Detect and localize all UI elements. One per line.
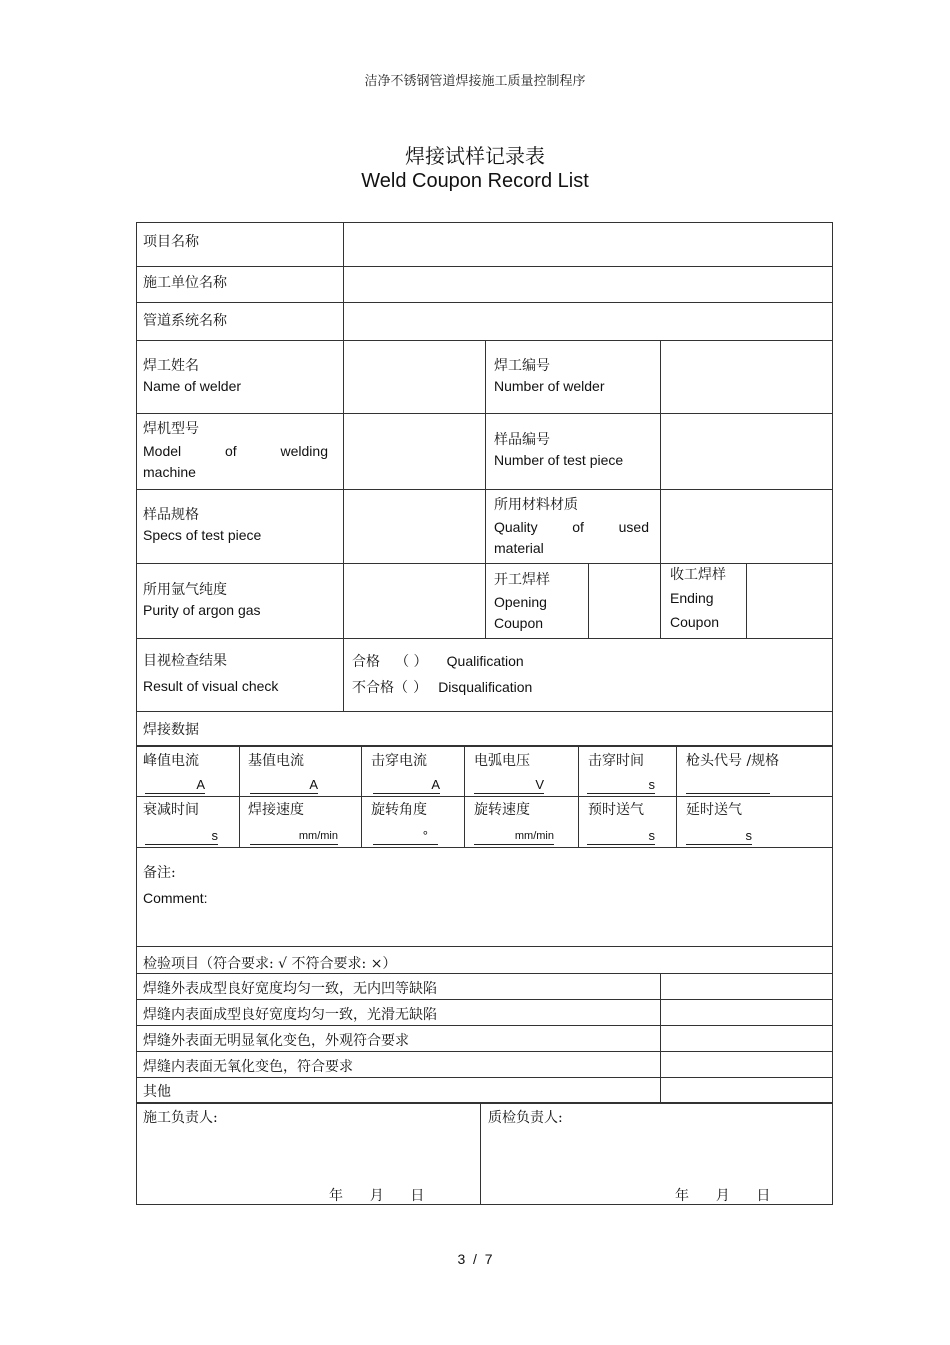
arc-voltage-field[interactable]: V [474,777,544,794]
label-machine-model-en [143,441,328,461]
machine-model-field[interactable] [344,414,485,489]
label-opening-coupon-cn: 开工焊样 [494,572,550,588]
inspection-check-cell[interactable] [661,1078,832,1102]
contractor-name-field[interactable] [344,267,832,302]
label-breakdown-time: 击穿时间 [588,753,644,769]
label-opening-coupon [494,570,550,633]
torch-code-field[interactable] [686,777,770,794]
hline [136,711,833,712]
label-piece-number-en: Number of test piece [494,452,624,469]
peak-current-field[interactable]: A [145,777,205,794]
label-visual-check [143,651,278,697]
label-peak-current: 峰值电流 [143,753,199,769]
label-arc-voltage: 电弧电压 [474,753,530,769]
comment-label [143,863,208,909]
label-material-cn: 所用材料材质 [494,497,578,513]
inspection-check-cell[interactable] [661,1000,832,1025]
construction-lead-signature-field[interactable] [137,1130,480,1180]
label-welder-number-en: Number of welder [494,378,605,395]
label-material [494,495,649,558]
label-torch-code: 枪头代号 /规格 [686,753,780,769]
inspection-check-cell[interactable] [661,1026,832,1051]
vline [676,746,677,848]
opening-coupon-field[interactable] [589,564,660,638]
label-specs [143,505,261,546]
decay-time-field[interactable]: s [145,828,218,845]
vline [464,746,465,848]
label-ending-coupon-en-2: Coupon [670,613,720,630]
specs-field[interactable] [344,490,485,563]
label-pre-flow: 预时送气 [588,802,644,818]
base-current-field[interactable]: A [250,777,318,794]
comment-label-en: Comment: [143,890,208,907]
label-piece-number [494,430,623,471]
label-opening-coupon-en-1: Opening [494,594,547,611]
hline [136,745,833,747]
vline [578,746,579,848]
post-flow-field[interactable]: s [686,828,752,845]
label-piece-number-cn: 样品编号 [494,432,550,448]
word: welding [280,443,328,460]
inspection-item: 其他 [143,1084,171,1100]
label-piping-system-name: 管道系统名称 [143,313,227,329]
inspection-item: 焊缝外表成型良好宽度均匀一致，无内凹等缺陷 [143,981,437,997]
qualification-cn: 合格 [352,654,380,670]
word: Model [143,443,182,460]
inspection-check-cell[interactable] [661,1052,832,1077]
word: Quality [494,519,538,536]
label-material-en-tail: material [494,539,544,556]
vline [361,746,362,848]
page-title-en: Weld Coupon Record List [361,170,589,192]
vline [485,340,486,639]
table-border-right [832,222,833,1205]
qc-lead-signature-field[interactable] [481,1130,832,1180]
welder-name-field[interactable] [344,341,485,413]
word: used [618,519,649,536]
label-contractor-name: 施工单位名称 [143,275,227,291]
label-project-name: 项目名称 [143,234,199,250]
page-number: 3 / 7 [457,1251,493,1267]
label-argon-purity [143,580,261,621]
rotation-angle-field[interactable] [373,828,438,845]
disqualification-cn: 不合格（ [352,680,408,696]
disqualification-option[interactable] [352,677,532,697]
label-post-flow: 延时送气 [686,802,742,818]
vline [660,563,661,639]
label-visual-check-en: Result of visual check [143,678,279,695]
label-rotation-angle: 旋转角度 [371,802,427,818]
label-argon-purity-cn: 所用氩气纯度 [143,582,227,598]
rotation-speed-field[interactable]: mm/min [474,828,554,845]
degree-unit: ° [422,828,428,843]
label-visual-check-cn: 目视检查结果 [143,653,227,669]
welding-speed-field[interactable]: mm/min [250,828,338,845]
inspection-item: 焊缝外表面无明显氧化变色，外观符合要求 [143,1033,409,1049]
table-border-left [136,222,137,1205]
label-welder-number [494,356,605,397]
pre-flow-field[interactable]: s [587,828,655,845]
qualification-checkbox[interactable]: （ ） [395,654,428,670]
label-decay-time: 衰减时间 [143,802,199,818]
vline [239,746,240,848]
qualification-en: Qualification [446,653,524,669]
label-welder-name [143,356,241,397]
label-welding-speed: 焊接速度 [248,802,304,818]
label-argon-purity-en: Purity of argon gas [143,602,261,619]
label-breakdown-current: 击穿电流 [371,753,427,769]
material-field[interactable] [661,490,832,563]
page-title-cn: 焊接试样记录表 [405,144,545,168]
welding-data-heading: 焊接数据 [143,722,199,738]
disqualification-checkbox[interactable]: ） [413,680,428,696]
qualification-option[interactable] [352,651,524,671]
qc-lead-label: 质检负责人: [488,1110,563,1126]
construction-lead-label: 施工负责人: [143,1110,218,1126]
comment-field[interactable] [240,848,832,946]
hline [136,946,833,947]
inspection-heading: 检验项目（符合要求: √ 不符合要求: ×） [143,956,397,972]
label-specs-en: Specs of test piece [143,527,262,544]
argon-purity-field[interactable] [344,564,485,638]
hline [136,1102,833,1104]
label-material-en [494,517,649,537]
running-header: 洁净不锈钢管道焊接施工质量控制程序 [364,74,586,89]
piping-system-name-field[interactable] [344,303,832,340]
label-specs-cn: 样品规格 [143,507,199,523]
piece-number-field[interactable] [661,414,832,489]
breakdown-current-field[interactable]: A [373,777,440,794]
label-opening-coupon-en-2: Coupon [494,614,544,631]
word: of [572,519,584,536]
disqualification-en: Disqualification [438,679,533,695]
word: of [224,443,237,460]
ending-coupon-field[interactable] [747,564,832,638]
label-machine-model [143,419,328,482]
label-welder-name-cn: 焊工姓名 [143,358,199,374]
breakdown-time-field[interactable]: s [587,777,655,794]
project-name-field[interactable] [344,223,832,266]
hline [136,796,833,797]
label-ending-coupon-en-1: Ending [670,590,714,607]
comment-label-cn: 备注: [143,865,176,881]
construction-date[interactable]: 年 月 日 [329,1188,425,1204]
label-welder-number-cn: 焊工编号 [494,358,550,374]
label-base-current: 基值电流 [248,753,304,769]
label-machine-model-cn: 焊机型号 [143,421,199,437]
label-machine-model-en-tail: machine [143,463,196,480]
label-ending-coupon-cn: 收工焊样 [670,567,726,583]
inspection-check-cell[interactable] [661,974,832,999]
inspection-item: 焊缝内表面无氧化变色，符合要求 [143,1059,353,1075]
inspection-item: 焊缝内表面成型良好宽度均匀一致，光滑无缺陷 [143,1007,437,1023]
label-rotation-speed: 旋转速度 [474,802,530,818]
qc-date[interactable]: 年 月 日 [675,1188,771,1204]
label-ending-coupon [670,565,726,632]
welder-number-field[interactable] [661,341,832,413]
label-welder-name-en: Name of welder [143,378,242,395]
